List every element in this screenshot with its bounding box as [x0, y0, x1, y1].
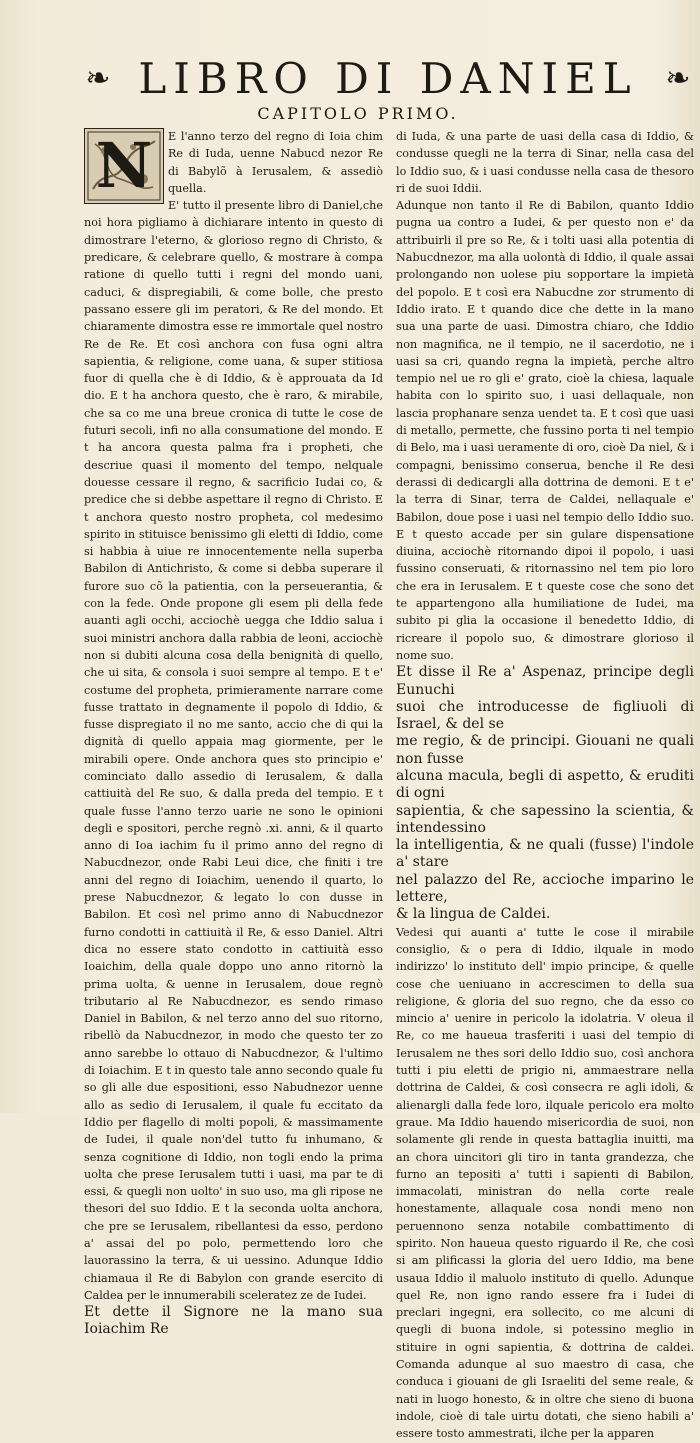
page-header — [78, 50, 698, 108]
verse-line: Et dette il Signore ne la mano sua Ioiachim Re — [84, 1304, 383, 1338]
verse-line: me regio, & de principi. Giouani ne quali non fusse — [396, 733, 694, 767]
verse-block — [396, 664, 694, 923]
fleuron-ornament-right: ❧ — [665, 61, 691, 96]
commentary-paragraph: E' tutto il presente libro di Daniel,che noi hora pigliamo à dichiarare intento in questo di dimostrare l'eterno, & glorioso regno di Christo, & predicare, & celebrare quello, & mostrare à compa ratione di quello tutti i regni del mondo uani, caduci, & dispregiabili, & come bolle, che presto passano essere gli im peratori, & Re del mondo. Et chiaramente dimostra esse re immortale quel nostro Re de Re. Et così anchora con fusa ogni altra sapientia, & religione, come uana, & super stitiosa fuor di quella che è di Iddio, & è approuata da Id dio. E t ha anchora questo, che è raro, & mirabile, che sa co me una breue cronica di tutte le cose de futuri secoli, infi no alla consumatione del mondo. E t ha ancora questa palma fra i propheti, che descriue quasi il momento del tempo, nelquale douesse cessare il regno, & sacrificio Iudai co, & predice che si debbe aspettare il regno di Christo. E t anchora questo nostro propheta, col medesimo spirito in stituisce benissimo gli eletti di Iddio, come si habbia à uiue re innocentemente nella superba Babilon di Antichristo, & come si debba superare il furore suo cõ la patientia, con la perseuerantia, & con la fede. Onde propone gli esem pli della fede auanti agli occhi, acciochè uegga che Iddio salua i suoi ministri anchora dalla rabbia de leoni, acciochè non si dubiti alcuna cosa della benignità di quello, che ui sita, & consola i suoi sempre al tempo. E t e' costume del propheta, primieramente narrare come fusse trattato in degnamente il popolo di Iddio, & fusse dispregiato il no me santo, accio che di qui la dignità di quello appaia mag giormente, per le mirabili opere. Onde anchora ques sto principio e' cominciato dallo assedio di Ierusalem, & dalla cattiuità del Re suo, & dalla preda del tempio. E t quale fusse l'anno terzo uarie ne sono le opinioni degli e spositori, perche regnò .xi. anni, & il quarto anno di Ioa iachim fu il primo anno del regno di Nabucdnezor, onde Rabi Leui dice, che finiti i tre anni del regno di Ioiachim, uenendo il quarto, lo prese Nabucdnezor, & legato lo con dusse in Babilon. Et così nel primo anno di Nabucdnezor furno condotti in cattiuità il Re, & esso Daniel. Altri dica no essere stato condotto in cattiuità esso Ioaichim, della quale doppo uno anno ritornò la prima uolta, & uenne in Ierusalem, doue regnò tributario al Re Nabucdnezor, es sendo rimaso Daniel in Babilon, & nel terzo anno del suo ritorno, ribellò da Nabucdnezor, in modo che questo ter zo anno sarebbe lo ottauo di Nabucdnezor, & l'ultimo di Ioiachim. E t in questo tale anno secondo quale fu so gli alle due espositioni, esso Nabudnezor uenne allo as sedio di Ierusalem, il quale fu eccitato da Iddio per flagello di molti popoli, & massimamente de Iudei, il quale non'del tutto fu inhumano, & senza cognitione di Iddio, non togli endo la prima uolta che prese Ierusalem tutti i uasi, ma par te di essi, & quegli non uolto' in suo uso, ma gli ripose ne thesori del suo Iddio. E t la seconda uolta anchora, che pre se Ierusalem, ribellantesi da esso, perdono a' assai del po polo, permettendo loro che lauorassino la terra, & ui uessino. Adunque Iddio chiamaua il Re di Babylon con grande esercito di Caldea per le innumerabili sceleratez ze de Iudei. — [84, 199, 383, 1302]
fleuron-ornament-left: ❧ — [85, 61, 111, 96]
decorated-initial — [84, 128, 164, 204]
verse-line: suoi che introducesse de figliuoli di Israel, & del se — [396, 698, 694, 733]
book-title: LIBRO DI DANIEL — [138, 54, 638, 103]
initial-letter: N — [95, 129, 153, 202]
commentary-paragraph: Adunque non tanto il Re di Babilon, quanto Iddio pugna ua contro a Iudei, & per questo non e' da attribuirli il pre so Re, & i tolti uasi alla potentia di Nabucdnezor, ma alla uolontà di Iddio, il quale assai prolongando non uolese piu sopportare la impietà del popolo. E t così era Nabucdne zor strumento di Iddio irato. E t quando dice che dette in la mano sua una parte de uasi. Dimostra chiaro, che Iddio non magnifica, ne il tempio, ne il sacerdotio, ne i uasi sa cri, quando regna la impietà, perche altro tempio nel ue ro gli e' grato, cioè la chiesa, laquale habita con lo spirito suo, i uasi dellaquale, non lascia prophanare senza uendet ta. E t così que uasi di metallo, permette, che fussino porta ti nel tempio di Belo, ma i uasi ueramente di oro, cioè Da niel, & i compagni, benissimo conserua, benche il Re desi derassi di dedicargli alla dottrina de demoni. E t e' la terra di Sinar, terra de Caldei, nellaquale e' Babilon, doue pose i uasi nel tempio dello Iddio suo. E t questo accade per sin gulare dispensatione diuina, acciochè ritornando dipoi il popolo, i uasi fussino conseruati, & ritornassino nel tem pio loro che era in Ierusalem. E t queste cose che sono det te appartengono alla humiliatione de Iudei, ma subito pi glia la occasione il benedetto Iddio, di ricreare il popolo suo, & dimostrare glorioso il nome suo. — [396, 199, 694, 662]
verse-line: alcuna macula, begli di aspetto, & eruditi di ogni — [396, 767, 694, 802]
verse-line: Et disse il Re a' Aspenaz, principe degli Eunuchi — [396, 664, 694, 698]
opening-verse: E l'anno terzo del regno di Ioia chim Re di Iuda, uenne Nabucd nezor Re di Babylõ à Ierusalem, & assediò quella. — [168, 130, 383, 195]
verse-line: sapientia, & che sapessino la scientia, & intendessino — [396, 802, 694, 836]
verse-line: & la lingua de Caldei. — [396, 906, 551, 923]
left-text-column — [84, 128, 383, 1339]
verse-continuation: di Iuda, & una parte de uasi della casa di Iddio, & condusse quegli ne la terra di Sinar, nella casa del lo Iddio suo, & i uasi condusse nella casa de thesoro ri de suoi Iddii. — [396, 130, 694, 195]
verse-line: nel palazzo del Re, accioche imparino le lettere, — [396, 871, 694, 906]
verse-line: la intelligentia, & ne quali (fusse) l'indole a' stare — [396, 837, 694, 871]
right-text-column — [396, 128, 694, 1443]
commentary-paragraph: Vedesi qui auanti a' tutte le cose il mirabile consiglio, & o pera di Iddio, ilquale in modo indirizzo' lo instituto dell' impio principe, & quelle cose che ueniuano in accrescimen to della sua religione, & gloria del suo regno, che da esso co mincio a' uenire in pericolo la idolatria. V oleua il Re, co me haueua trasferiti i uasi del tempio di Ierusalem ne thes sori dello Iddio suo, così anchora tutti i piu eletti de prigio ni, ammaestrare nella dottrina de Caldei, & così consecra re agli idoli, & alienargli dalla fede loro, ilquale pericolo era molto graue. Ma Iddio hauendo misericordia de suoi, non solamente gli rende in questa battaglia inuitti, ma an chora uincitori gli tiro in tanta grandezza, che furno an tepositi a' tutti i sapienti di Babilon, immacolati, ministran do nella corte reale honestamente, allaquale cosa nondi meno non peruennono senza notabile combattimento di spirito. Non haueua questo riguardo il Re, che così si am plificassi la gloria del uero Iddio, ma bene usaua Iddio il maluolo instituto di quello. Adunque quel Re, non igno rando essere fra i Iudei di preclari ingegni, era sollecito, co me alcuni di quegli di buona indole, si potessino meglio in stituire in ogni sapientia, & dottrina de caldei. Comanda adunque al suo maestro di casa, che conduca i giouani de gli Israeliti del seme reale, & nati in luogo honesto, & in oltre che sieno di buona indole, cioè di tale uirtu dotati, che sieno habili a' essere tosto ammestrati, ilche per la apparen — [396, 925, 694, 1441]
chapter-heading: CAPITOLO PRIMO. — [257, 104, 459, 123]
